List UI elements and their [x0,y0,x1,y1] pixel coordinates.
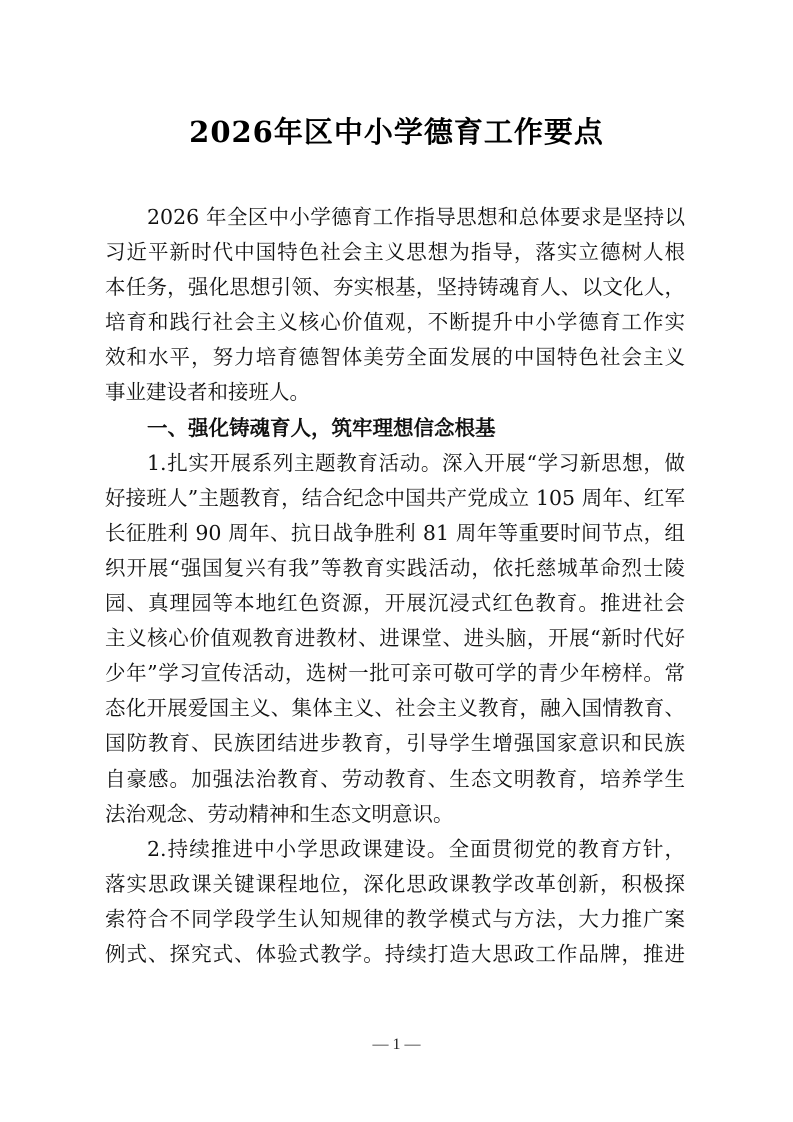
text-line: 例式、探究式、体验式教学。持续打造大思政工作品牌，推进 [105,941,685,966]
text-line: 2.持续推进中小学思政课建设。全面贯彻党的教育方针， [147,836,685,861]
text-line: 效和水平，努力培育德智体美劳全面发展的中国特色社会主义 [105,345,685,370]
text-line: 织开展“强国复兴有我”等教育实践活动，依托慈城革命烈士陵 [105,555,685,580]
document-body [105,200,685,972]
text-line: 园、真理园等本地红色资源，开展沉浸式红色教育。推进社会 [105,591,685,616]
text-line: 主义核心价值观教育进教材、进课堂、进头脑，开展“新时代好 [105,626,685,651]
document-title: 2026年区中小学德育工作要点 [189,115,604,149]
text-line: 法治观念、劳动精神和生态文明意识。 [105,801,454,826]
text-line: 国防教育、民族团结进步教育，引导学生增强国家意识和民族 [105,731,685,756]
text-line: 落实思政课关键课程地位，深化思政课教学改革创新，积极探 [105,871,685,896]
section-heading: 一、强化铸魂育人，筑牢理想信念根基 [147,415,496,440]
text-line: 态化开展爱国主义、集体主义、社会主义教育，融入国情教育、 [105,696,685,721]
page-number: — 1 — [372,1036,421,1053]
text-line: 好接班人”主题教育，结合纪念中国共产党成立 105 周年、红军 [105,485,685,510]
text-line: 习近平新时代中国特色社会主义思想为指导，落实立德树人根 [105,240,685,265]
text-line: 长征胜利 90 周年、抗日战争胜利 81 周年等重要时间节点，组 [105,520,685,545]
text-line: 1.扎实开展系列主题教育活动。深入开展“学习新思想，做 [147,450,685,475]
intro-paragraph [105,200,685,411]
text-line: 事业建设者和接班人。 [105,380,310,405]
text-line: 2026 年全区中小学德育工作指导思想和总体要求是坚持以 [147,205,685,229]
text-line: 索符合不同学段学生认知规律的教学模式与方法，大力推广案 [105,906,685,931]
text-line: 自豪感。加强法治教育、劳动教育、生态文明教育，培养学生 [105,766,685,791]
text-line: 少年”学习宣传活动，选树一批可亲可敬可学的青少年榜样。常 [105,661,685,686]
text-line: 培育和践行社会主义核心价值观，不断提升中小学德育工作实 [105,310,685,335]
item-2-paragraph [105,832,685,972]
item-1-paragraph [105,446,685,832]
text-line: 本任务，强化思想引领、夯实根基，坚持铸魂育人、以文化人， [105,275,685,300]
